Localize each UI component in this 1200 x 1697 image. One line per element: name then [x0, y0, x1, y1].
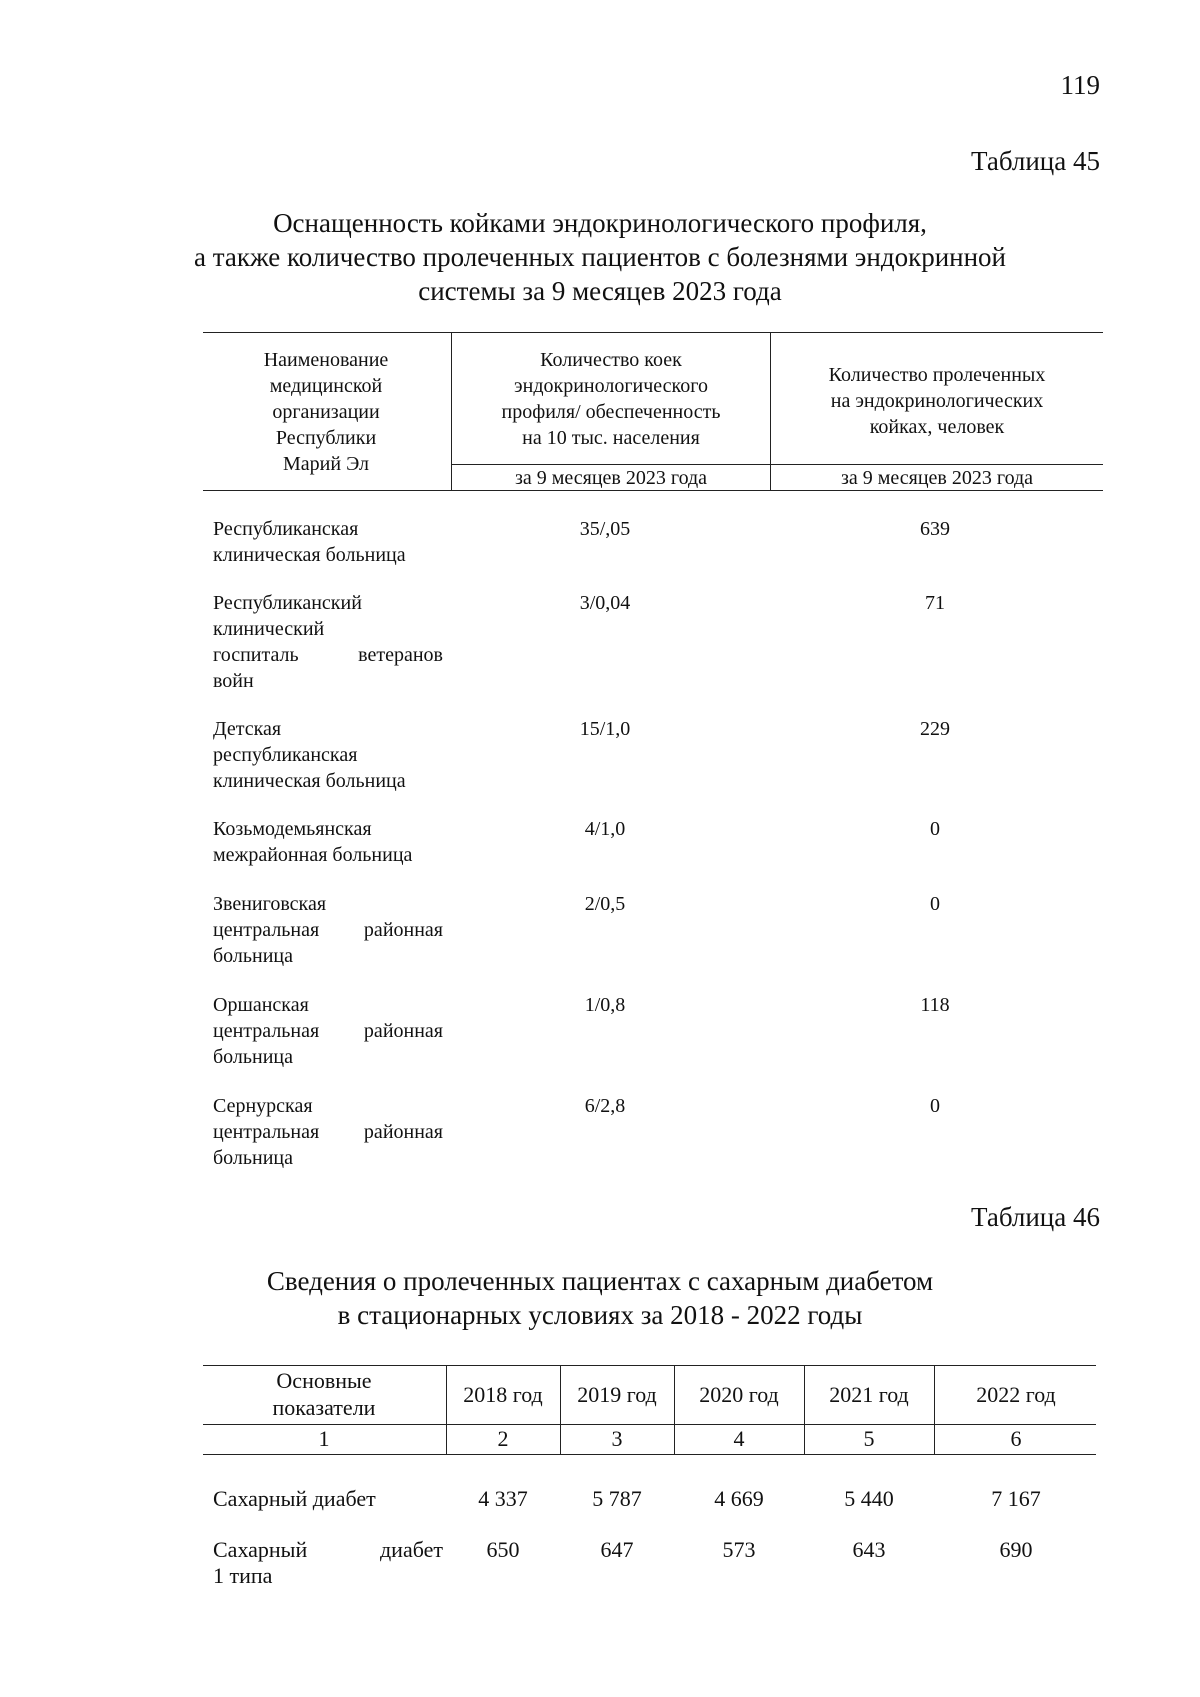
org-line: клиническая больница — [213, 770, 406, 792]
org-line: клинический — [213, 618, 325, 640]
table-45-header-org — [206, 347, 446, 477]
org-line: центральная районная — [213, 919, 443, 941]
table-46-col-divider — [446, 1365, 447, 1454]
table-45-col-divider — [451, 332, 452, 490]
table-45-row-treated: 639 — [920, 518, 950, 540]
table-46-row-value: 690 — [999, 1537, 1033, 1562]
page-number: 119 — [1060, 70, 1100, 100]
header-line: Количество коек — [540, 349, 682, 371]
table-45-row-org — [213, 992, 443, 1070]
table-46-title — [180, 1264, 1020, 1332]
table-45-label: Таблица 45 — [971, 146, 1100, 176]
table-45-header-treated-period: за 9 месяцев 2023 года — [840, 467, 1034, 489]
table-45-top-rule — [203, 332, 1103, 333]
indicator-line: Сахарный диабет — [213, 1537, 443, 1562]
table-46-col-divider — [934, 1365, 935, 1454]
indicator-line: 1 типа — [213, 1563, 273, 1588]
table-45-header-treated — [774, 362, 1100, 440]
table-46-header-year: 2022 год — [976, 1382, 1056, 1407]
table-46-numbers-rule — [203, 1454, 1096, 1455]
table-45-row-beds: 1/0,8 — [584, 994, 626, 1016]
table-45-row-beds: 35/,05 — [579, 518, 631, 540]
table-46-row-indicator: Сахарный диабет — [213, 1486, 376, 1511]
table-45-row-org — [213, 716, 443, 794]
table-46-label: Таблица 46 — [971, 1202, 1100, 1232]
table-46-row-value: 4 337 — [478, 1486, 528, 1511]
table-45-col-divider — [770, 332, 771, 490]
org-line: больница — [213, 1046, 293, 1068]
table-45-row-org — [213, 590, 443, 694]
header-line: Наименование — [263, 349, 389, 371]
header-line: эндокринологического — [514, 375, 708, 397]
table-46-header-year: 2018 год — [463, 1382, 543, 1407]
header-line: Количество пролеченных — [828, 364, 1046, 386]
table-46-row-value: 5 440 — [844, 1486, 894, 1511]
org-line: Республиканская — [213, 518, 359, 540]
header-line: на эндокринологических — [830, 390, 1044, 412]
table-45-row-treated: 229 — [920, 718, 950, 740]
header-line: на 10 тыс. населения — [522, 427, 700, 449]
table-46-header-year: 2019 год — [577, 1382, 657, 1407]
table-46-title-line: в стационарных условиях за 2018 - 2022 годы — [337, 1300, 863, 1330]
table-45-title-line: а также количество пролеченных пациентов с болезнями эндокринной — [194, 242, 1006, 272]
org-line: межрайонная больница — [213, 844, 413, 866]
header-line: Основные — [276, 1368, 372, 1393]
table-46-col-number: 2 — [497, 1426, 509, 1451]
table-46-row-value: 650 — [486, 1537, 520, 1562]
org-line: больница — [213, 945, 293, 967]
table-46-col-number: 6 — [1010, 1426, 1022, 1451]
org-line: центральная районная — [213, 1121, 443, 1143]
table-46-header-year: 2021 год — [829, 1382, 909, 1407]
table-46-row-value: 573 — [722, 1537, 756, 1562]
table-46-col-number: 1 — [318, 1426, 330, 1451]
org-line: войн — [213, 670, 254, 692]
org-line: центральная районная — [213, 1020, 443, 1042]
org-line: Звениговская — [213, 893, 327, 915]
table-46-row-value: 7 167 — [991, 1486, 1041, 1511]
header-line: Марий Эл — [283, 453, 369, 475]
table-46-col-divider — [560, 1365, 561, 1454]
table-46-header-indicators — [206, 1367, 442, 1421]
table-45-row-org — [213, 1093, 443, 1171]
table-46-row-value: 4 669 — [714, 1486, 764, 1511]
org-line: клиническая больница — [213, 544, 406, 566]
table-46-row-value: 647 — [600, 1537, 634, 1562]
org-line: Республиканский — [213, 592, 362, 614]
table-45-row-treated: 0 — [930, 818, 940, 840]
table-46-col-number: 3 — [611, 1426, 623, 1451]
org-line: Козьмодемьянская — [213, 818, 372, 840]
header-line: организации — [272, 401, 380, 423]
table-46-header-year: 2020 год — [699, 1382, 779, 1407]
table-45-row-org — [213, 816, 443, 868]
table-46-row-value: 5 787 — [592, 1486, 642, 1511]
header-line: профиля/ обеспеченность — [501, 401, 721, 423]
table-45-row-beds: 2/0,5 — [584, 893, 626, 915]
table-45-row-treated: 118 — [920, 994, 950, 1016]
table-45-row-treated: 71 — [925, 592, 945, 614]
table-45-row-beds: 4/1,0 — [584, 818, 626, 840]
table-46-title-line: Сведения о пролеченных пациентах с сахарным диабетом — [266, 1266, 934, 1296]
table-46-row-value: 643 — [852, 1537, 886, 1562]
org-line: республиканская — [213, 744, 358, 766]
header-line: медицинской — [269, 375, 383, 397]
table-46-row-indicator — [213, 1537, 443, 1589]
table-46-col-divider — [804, 1365, 805, 1454]
org-line: Детская — [213, 718, 282, 740]
table-45-row-beds: 15/1,0 — [579, 718, 631, 740]
table-45-row-treated: 0 — [930, 1095, 940, 1117]
table-45-title-line: системы за 9 месяцев 2023 года — [418, 276, 782, 306]
table-45-row-beds: 6/2,8 — [584, 1095, 626, 1117]
table-46-top-rule — [203, 1365, 1096, 1366]
org-line: Сернурская — [213, 1095, 313, 1117]
header-line: Республики — [275, 427, 377, 449]
table-45-header-beds-period: за 9 месяцев 2023 года — [514, 467, 708, 489]
org-line: Оршанская — [213, 994, 309, 1016]
header-line: показатели — [272, 1395, 376, 1420]
table-45-row-org — [213, 891, 443, 969]
table-46-header-rule — [203, 1424, 1096, 1425]
org-line: больница — [213, 1147, 293, 1169]
table-45-header-beds — [455, 347, 767, 451]
table-45-row-beds: 3/0,04 — [579, 592, 631, 614]
table-46-col-divider — [674, 1365, 675, 1454]
header-line: койках, человек — [869, 416, 1005, 438]
table-45-title-line: Оснащенность койками эндокринологического профиля, — [273, 208, 927, 238]
table-45-title — [180, 206, 1020, 308]
table-45-row-org — [213, 516, 443, 568]
org-line: госпиталь ветеранов — [213, 644, 443, 666]
table-45-row-treated: 0 — [930, 893, 940, 915]
table-46-col-number: 5 — [863, 1426, 875, 1451]
table-46-col-number: 4 — [733, 1426, 745, 1451]
